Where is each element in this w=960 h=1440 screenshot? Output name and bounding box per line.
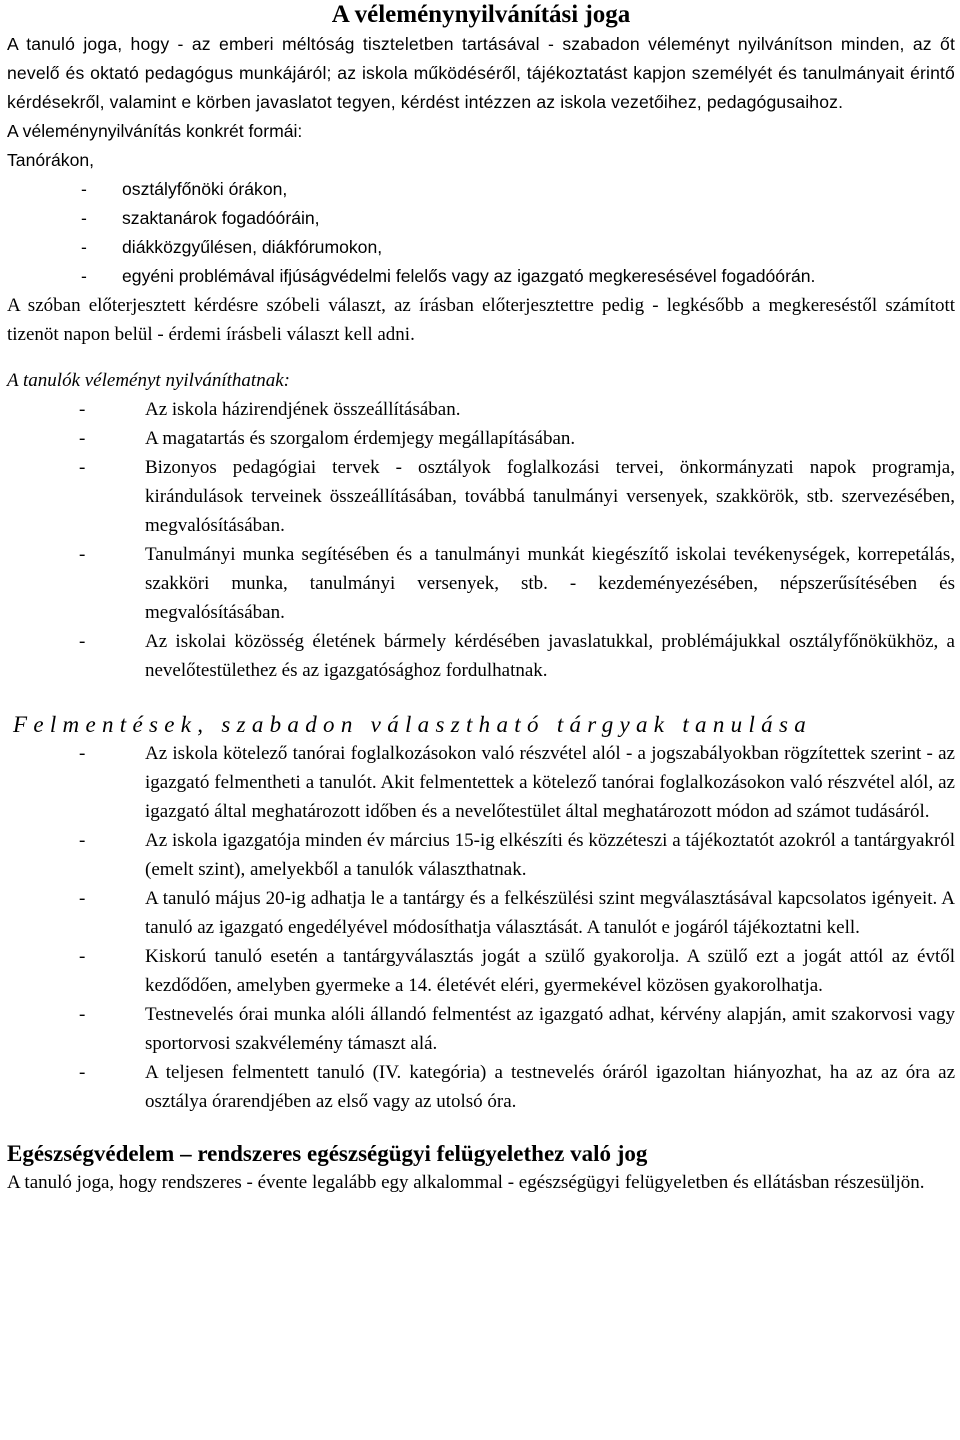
list-item: - szaktanárok fogadóóráin, bbox=[7, 204, 955, 233]
dash-marker: - bbox=[79, 888, 86, 909]
document-page bbox=[7, 0, 955, 1197]
answer-paragraph: A szóban előterjesztett kérdésre szóbeli választ, az írásban előterjesztettre pedig - legkésőbb a megkereséstől számított tizenöt napon belül - érdemi írásbeli választ kell adni. bbox=[7, 295, 955, 345]
dash-marker: - bbox=[79, 743, 86, 764]
forms-heading: A véleménynyilvánítás konkrét formái: bbox=[7, 121, 303, 141]
list-item: - Testnevelés órai munka alóli állandó felmentést az igazgató adhat, kérvény alapján, amit szakorvosi vagy sportorvosi szakvélemény támaszt alá. bbox=[7, 1000, 955, 1058]
dash-marker: - bbox=[79, 830, 86, 851]
list-item: - Tanulmányi munka segítésében és a tanulmányi munkát kiegészítő iskolai tevékenységek, korrepetálás, szakköri munka, tanulmányi versenyek, stb. - kezdeményezésében, népszerűsítésében és megvalósításában. bbox=[7, 540, 955, 627]
forms-section bbox=[7, 117, 955, 291]
dash-marker: - bbox=[79, 1004, 86, 1025]
list-item: - Az iskolai közösség életének bármely kérdésében javaslatukkal, problémájukkal osztályfőnökükhöz, a nevelőtestülethez és az igazgatósághoz fordulhatnak. bbox=[7, 627, 955, 685]
health-paragraph: A tanuló joga, hogy rendszeres - évente legalább egy alkalommal - egészségügyi felügyeletben és ellátásban részesüljön. bbox=[7, 1172, 925, 1193]
forms-list bbox=[7, 175, 955, 291]
intro-paragraph: A tanuló joga, hogy - az emberi méltóság tiszteletben tartásával - szabadon véleményt nyilvánítson minden, az őt nevelő és oktató pedagógus munkájáról; az iskola működéséről, tájékoztatást kapjon személyét és tanulmányait érintő kérdésekről, valamint e körben javaslatot tegyen, kérdést intézzen az iskola vezetőihez, pedagógusaihoz. bbox=[7, 34, 955, 112]
health-heading: Egészségvédelem – rendszeres egészségügyi felügyelethez való jog bbox=[7, 1141, 648, 1166]
list-item: - Az iskola igazgatója minden év március 15-ig elkészíti és közzéteszi a tájékoztatót azokról a tantárgyakról (emelt szint), amelyekből a tanulók választhatnak. bbox=[7, 826, 955, 884]
list-item: - A teljesen felmentett tanuló (IV. kategória) a testnevelés óráról igazoltan hiányozhat, ha az az óra az osztálya órarendjében az első vagy az utolsó óra. bbox=[7, 1058, 955, 1116]
dash-marker: - bbox=[79, 457, 86, 478]
exemptions-heading: Felmentések, szabadon választható tárgyak tanulása bbox=[13, 712, 812, 737]
list-item: - Az iskola házirendjének összeállításában. bbox=[7, 395, 955, 424]
list-item: - osztályfőnöki órákon, bbox=[7, 175, 955, 204]
dash-marker: - bbox=[81, 266, 87, 286]
list-item: - egyéni problémával ifjúságvédelmi felelős vagy az igazgató megkeresésével fogadóórán. bbox=[7, 262, 955, 291]
page-title: A véleménynyilvánítási joga bbox=[331, 1, 631, 28]
dash-marker: - bbox=[81, 237, 87, 257]
dash-marker: - bbox=[79, 399, 86, 420]
list-item: - Az iskola kötelező tanórai foglalkozásokon való részvétel alól - a jogszabályokban rögzítettek szerint - az igazgató felmentheti a tanulót. Akit felmentettek a kötelező tanórai foglalkozásokon való részvétel alól, az igazgató által meghatározott időben és a nevelőtestület által meghatározott módon ad számot tudásáról. bbox=[7, 739, 955, 826]
dash-marker: - bbox=[79, 631, 86, 652]
dash-marker: - bbox=[79, 1062, 86, 1083]
list-item: - A tanuló május 20-ig adhatja le a tantárgy és a felkészülési szint megválasztásával kapcsolatos igényeit. A tanuló az igazgató engedélyével módosíthatja választását. A tanulót e jogáról tájékoztatni kell. bbox=[7, 884, 955, 942]
list-item: - diákközgyűlésen, diákfórumokon, bbox=[7, 233, 955, 262]
dash-marker: - bbox=[81, 208, 87, 228]
dash-marker: - bbox=[79, 544, 86, 565]
list-item: - Bizonyos pedagógiai tervek - osztályok foglalkozási tervei, önkormányzati napok programja, kirándulások terveinek összeállításában, továbbá tanulmányi versenyek, szakkörök, stb. szervezésében, megvalósításában. bbox=[7, 453, 955, 540]
list-item: - A magatartás és szorgalom érdemjegy megállapításában. bbox=[7, 424, 955, 453]
opinion-heading: A tanulók véleményt nyilváníthatnak: bbox=[7, 370, 290, 391]
exemptions-list bbox=[7, 739, 955, 1116]
opinion-list bbox=[7, 395, 955, 685]
dash-marker: - bbox=[81, 179, 87, 199]
list-item: - Kiskorú tanuló esetén a tantárgyválasztás jogát a szülő gyakorolja. A szülő ezt a jogát attól az évtől kezdődően, amelyben gyermeke a 14. életévét eléri, gyermekével közösen gyakorolhatja. bbox=[7, 942, 955, 1000]
dash-marker: - bbox=[79, 428, 86, 449]
dash-marker: - bbox=[79, 946, 86, 967]
forms-lead: Tanórákon, bbox=[7, 150, 95, 170]
